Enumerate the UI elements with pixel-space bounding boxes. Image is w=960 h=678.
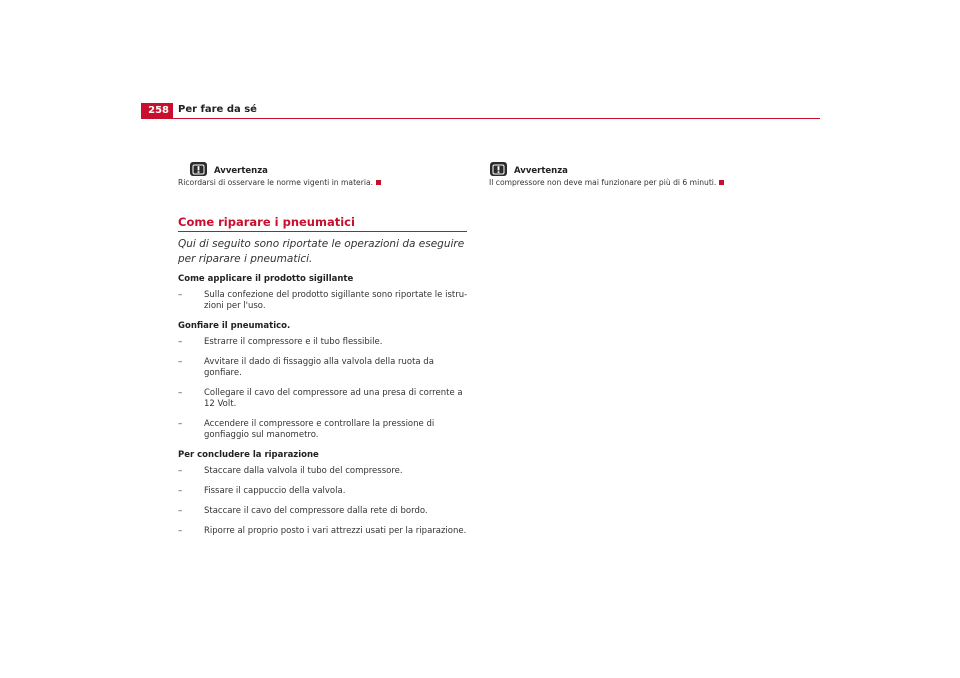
section-intro: Qui di seguito sono riportate le operazioni da eseguire per riparare i pneumatici. xyxy=(178,238,465,265)
step-item xyxy=(178,388,470,410)
group-heading: Gonfiare il pneumatico. xyxy=(178,321,291,331)
warning-box-right xyxy=(490,158,724,187)
end-of-section-square-icon xyxy=(719,180,724,185)
warning-title: Avvertenza xyxy=(214,166,268,176)
header-divider xyxy=(141,118,820,119)
step-dash: – xyxy=(178,388,183,398)
group-heading: Come applicare il prodotto sigillante xyxy=(178,274,354,284)
step-text: Staccare dalla valvola il tubo del compressore. xyxy=(204,466,403,476)
step-item xyxy=(178,357,470,379)
warning-text: Ricordarsi di osservare le norme vigenti in materia. xyxy=(178,178,381,187)
step-item xyxy=(178,337,470,348)
step-dash: – xyxy=(178,290,183,300)
step-dash: – xyxy=(178,466,183,476)
step-dash: – xyxy=(178,337,183,347)
step-dash: – xyxy=(178,506,183,516)
page-number: 258 xyxy=(141,103,173,118)
step-text: Accendere il compressore e controllare la pressione di gonfiaggio sul manometro. xyxy=(204,419,435,440)
step-text: Riporre al proprio posto i vari attrezzi usati per la riparazione. xyxy=(204,526,467,536)
end-of-section-square-icon xyxy=(376,180,381,185)
step-item xyxy=(178,506,470,517)
step-text: Staccare il cavo del compressore dalla rete di bordo. xyxy=(204,506,428,516)
instruction-group-inflate xyxy=(178,321,470,441)
instruction-group-finish xyxy=(178,450,470,537)
step-text: Avvitare il dado di fissaggio alla valvola della ruota da gonfiare. xyxy=(204,357,434,378)
warning-title: Avvertenza xyxy=(514,166,568,176)
step-text: Estrarre il compressore e il tubo flessibile. xyxy=(204,337,383,347)
step-text: Collegare il cavo del compressore ad una presa di corrente a 12 Volt. xyxy=(204,388,463,409)
step-dash: – xyxy=(178,526,183,536)
step-item xyxy=(178,526,470,537)
step-text: Sulla confezione del prodotto sigillante sono riportate le istru-zioni per l'uso. xyxy=(204,290,468,311)
instruction-group-sealant xyxy=(178,274,470,312)
step-dash: – xyxy=(178,357,183,367)
step-text: Fissare il cappuccio della valvola. xyxy=(204,486,346,496)
group-heading: Per concludere la riparazione xyxy=(178,450,319,460)
step-item xyxy=(178,466,470,477)
step-item xyxy=(178,290,470,312)
step-dash: – xyxy=(178,486,183,496)
step-dash: – xyxy=(178,419,183,429)
step-item xyxy=(178,419,470,441)
section-title: Come riparare i pneumatici xyxy=(178,215,355,229)
instructions-column xyxy=(178,274,470,546)
section-divider xyxy=(178,231,467,232)
warning-text: Il compressore non deve mai funzionare per più di 6 minuti. xyxy=(489,178,724,187)
info-note-icon xyxy=(190,162,207,176)
info-note-icon xyxy=(490,162,507,176)
warning-box-left xyxy=(178,158,381,187)
step-item xyxy=(178,486,470,497)
page-header-title: Per fare da sé xyxy=(178,104,257,115)
